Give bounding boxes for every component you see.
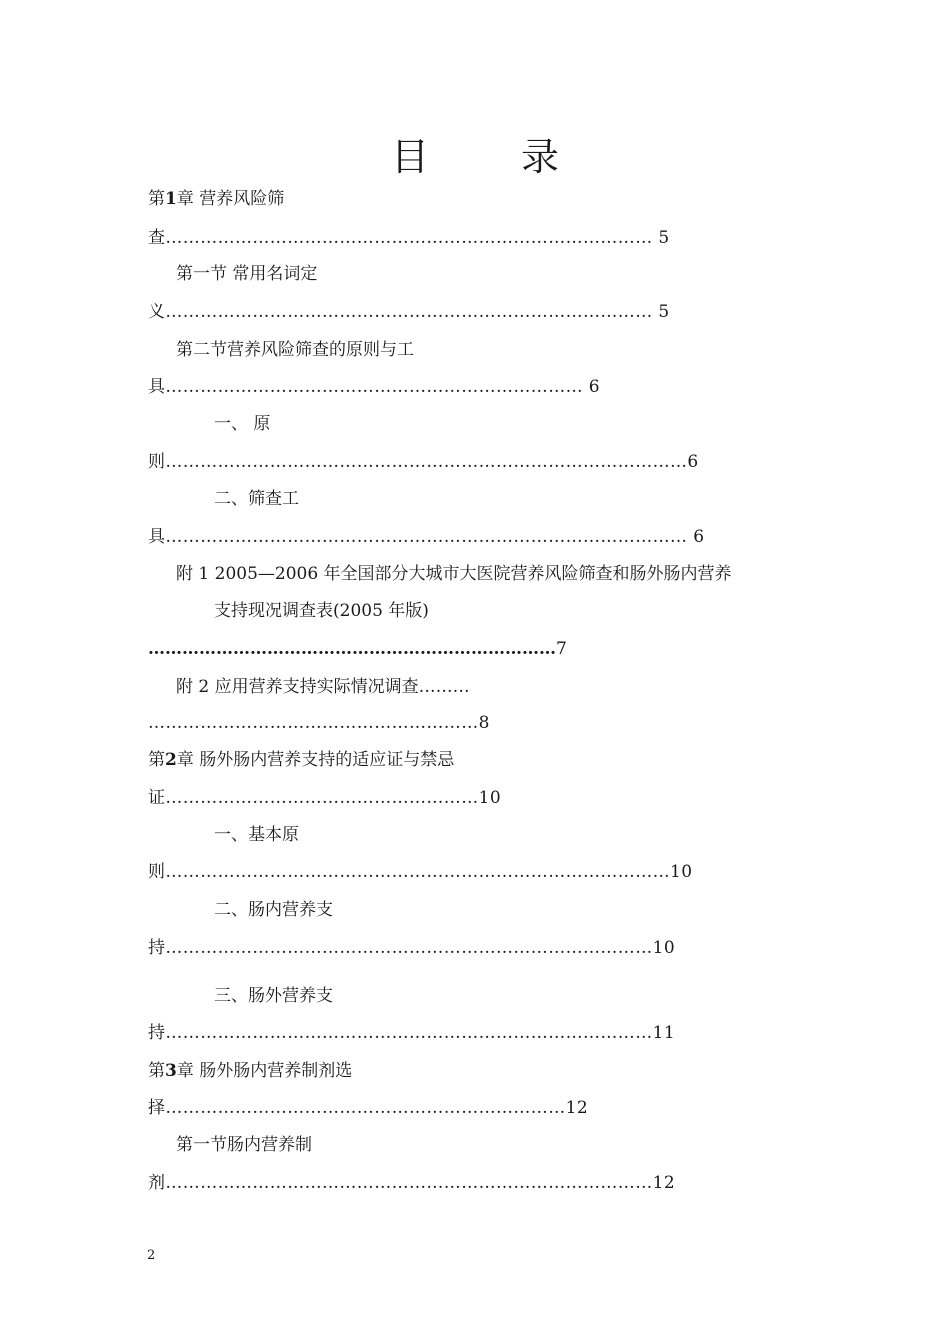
chapter-prefix: 第 [148, 189, 165, 209]
toc-subsection[interactable]: 二、肠内营养支 [214, 900, 333, 920]
toc-leader-line[interactable]: 查………………………………………………………………………… 5 [148, 228, 670, 248]
toc-section[interactable]: 第二节营养风险筛查的原则与工 [176, 340, 414, 360]
toc-subsection[interactable]: 三、肠外营养支 [214, 986, 333, 1006]
page-number: 2 [147, 1248, 156, 1263]
chapter-title: 章 肠外肠内营养支持的适应证与禁忌 [176, 750, 455, 770]
toc-appendix-1-cont[interactable]: 支持现况调查表(2005 年版) [214, 601, 429, 621]
chapter-title: 章 肠外肠内营养制剂选 [176, 1061, 353, 1081]
toc-leader-line[interactable]: …………………………………………………8 [148, 713, 490, 733]
toc-leader-line[interactable]: 剂…………………………………………………………………………12 [148, 1173, 676, 1193]
toc-leader-line[interactable]: 具……………………………………………………………… 6 [148, 377, 601, 397]
toc-section[interactable]: 第一节 常用名词定 [176, 264, 318, 284]
toc-leader-line[interactable]: 则………………………………………………………………………………6 [148, 452, 699, 472]
toc-leader-line[interactable]: 持…………………………………………………………………………11 [148, 1023, 676, 1043]
toc-subsection[interactable]: 二、筛查工 [214, 489, 299, 509]
toc-leader-line[interactable]: 具……………………………………………………………………………… 6 [148, 527, 705, 547]
toc-chapter-3[interactable] [148, 1060, 352, 1082]
chapter-prefix: 第 [148, 750, 165, 770]
page-title: 目 录 [390, 135, 600, 179]
toc-subsection[interactable]: 一、基本原 [214, 825, 299, 845]
chapter-number: 1 [165, 189, 177, 209]
toc-leader-line[interactable]: 则……………………………………………………………………………10 [148, 862, 693, 882]
toc-chapter-1[interactable] [148, 188, 284, 210]
chapter-prefix: 第 [148, 1061, 165, 1081]
toc-subsection[interactable]: 一、 原 [214, 414, 271, 434]
chapter-number: 3 [165, 1061, 177, 1081]
page-ref: 7 [556, 639, 567, 659]
toc-leader-line[interactable]: 择……………………………………………………………12 [148, 1098, 589, 1118]
toc-appendix-2[interactable]: 附 2 应用营养支持实际情况调查……… [176, 677, 470, 697]
toc-section[interactable]: 第一节肠内营养制 [176, 1135, 312, 1155]
toc-chapter-2[interactable] [148, 749, 454, 771]
toc-leader-line[interactable]: 持…………………………………………………………………………10 [148, 938, 676, 958]
toc-leader-line[interactable]: 证………………………………………………10 [148, 788, 502, 808]
toc-leader-line[interactable] [148, 638, 567, 660]
toc-appendix-1[interactable]: 附 1 2005—2006 年全国部分大城市大医院营养风险筛查和肠外肠内营养 [176, 564, 732, 584]
chapter-number: 2 [165, 750, 177, 770]
toc-leader-line[interactable]: 义………………………………………………………………………… 5 [148, 302, 670, 322]
leader-dots: ……………………………………………………………… [148, 639, 556, 659]
chapter-title: 章 营养风险筛 [176, 189, 285, 209]
